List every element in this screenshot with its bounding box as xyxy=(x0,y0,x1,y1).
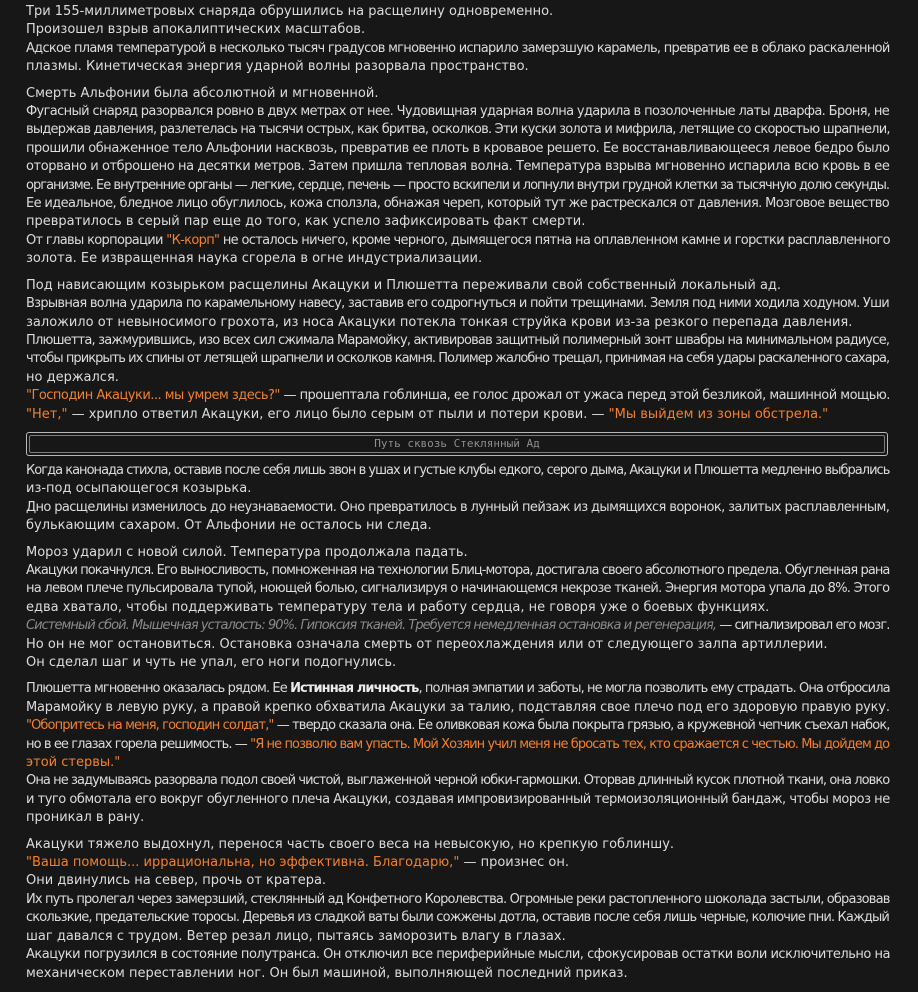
text-segment: — произнес он. xyxy=(459,855,570,871)
chapter-title: Путь сквозь Стеклянный Ад xyxy=(29,435,885,453)
paragraph-frost xyxy=(26,544,892,673)
text-line: выдержав давления, разлетелась на тысячи острых, как бритва, осколков. Эти куски золота и мифрила, летящие со скоростью шрапнели, xyxy=(26,122,890,138)
text-segment: От главы корпорации xyxy=(26,232,167,248)
text-line: из-под осыпающегося козырька. xyxy=(26,481,252,497)
text-line: прошили обнаженное тело Альфонии насквозь, превратив ее плоть в кровавое решето. Ее восстанавливающееся левое бедро было xyxy=(26,140,890,156)
text-line: но держался. xyxy=(26,369,119,385)
dialogue-line xyxy=(26,387,892,405)
text-segment: — сигнализировал его мозг. xyxy=(716,618,890,634)
dialogue-quote: "Обопритесь на меня, господин солдат," xyxy=(26,718,274,734)
text-line: Ее идеальное, бледное лицо обуглилось, кожа сползла, обнажая череп, который тут же растрескался от давления. Мозговое вещество xyxy=(26,196,890,212)
dialogue-line xyxy=(26,736,892,754)
text-segment: , полная эмпатии и заботы, не могла позволить ему страдать. Она отбросила xyxy=(418,681,890,697)
text-line: Мороз ударил с новой силой. Температура продолжала падать. xyxy=(26,544,468,560)
text-line: Три 155-миллиметровых снаряда обрушились на расщелину одновременно. xyxy=(26,4,554,19)
text-line: Марамойку в левую руку, а правой крепко обхватила Акацуки за талию, подставляя свое плечо под его здоровую правую руку. xyxy=(26,699,890,715)
text-line: Их путь пролегал через замерзший, стеклянный ад Конфетного Королевства. Огромные реки растопленного шоколада застыли, образовав xyxy=(26,891,890,907)
text-line: едва хватало, чтобы поддерживать температуру тела и работу сердца, не говоря уже о боевых функциях. xyxy=(26,599,770,615)
text-line: Они двинулись на север, прочь от кратера. xyxy=(26,873,327,889)
paragraph-alfonia-death xyxy=(26,85,892,269)
text-line: оторвано и отброшено на десятки метров. Затем пришла тепловая волна. Температура взрыва мгновенно испарила всю кровь в ее xyxy=(26,159,890,175)
text-line: Фугасный снаряд разорвался ровно в двух метрах от нее. Чудовищная ударная волна ударила в позолоченные латы дварфа. Броня, не xyxy=(26,104,890,120)
text-line: шаг давался с трудом. Ветер резал лицо, пытаясь заморозить влагу в глазах. xyxy=(26,928,566,944)
text-line: Смерть Альфонии была абсолютной и мгновенной. xyxy=(26,85,379,101)
dialogue-line xyxy=(26,854,892,872)
dialogue-quote: этой стервы." xyxy=(26,755,121,771)
text-line: чтобы прикрыть их спины от летящей шрапнели и осколков камня. Полимер жалобно трещал, принимая на себя удары раскаленного сахара, xyxy=(26,351,890,367)
dialogue-quote: "Нет," xyxy=(26,406,68,422)
text-line: механическом переставлении ног. Он был машиной, выполняющей последний приказ. xyxy=(26,965,628,981)
text-line: Адское пламя температурой в несколько тысяч градусов мгновенно испарило замерзшую карамель, превратив ее в облако раскаленной xyxy=(26,40,890,56)
text-line: организме. Ее внутренние органы — легкие, сердце, печень — просто вскипели и лопнули внутри грудной клетки за тысячную долю секунды. xyxy=(26,177,890,193)
dialogue-line xyxy=(26,717,892,735)
text-line: заложило от невыносимого грохота, из носа Акацуки потекла тонкая струйка крови из-за резкого перепада давления. xyxy=(26,314,853,330)
text-segment: — твердо сказала она. Ее оливковая кожа была покрыта грязью, а кружевной чепчик съехал набок, xyxy=(273,718,890,734)
text-segment: но в ее глазах горела решимость. — xyxy=(26,736,251,752)
text-segment: — прошептала гоблинша, ее голос дрожал от ужаса перед этой безликой, машинной мощью. xyxy=(279,388,890,404)
text-line: Под нависающим козырьком расщелины Акацуки и Плюшетта переживали свой собственный локальный ад. xyxy=(26,277,782,293)
paragraph-plushetta xyxy=(26,680,892,827)
text-line: на левом плече пульсировала тупой, ноющей болью, сигнализируя о начинающемся некрозе тканей. Энергия мотора упала до 8%. Этого xyxy=(26,581,890,597)
chapter-divider xyxy=(26,432,888,456)
highlighted-name: "К-корп" xyxy=(166,232,220,248)
text-line: скользкие, предательские торосы. Деревья из сладкой ваты были сожжены дотла, оставив после себя лишь черные, колючие пни. Каждый xyxy=(26,910,890,926)
text-line: проникал в рану. xyxy=(26,810,145,826)
text-segment: — хрипло ответил Акацуки, его лицо было серым от пыли и потери крови. — xyxy=(67,406,609,422)
text-line xyxy=(26,232,892,250)
text-line: Дно расщелины изменилось до неузнаваемости. Оно превратилось в лунный пейзаж из дымящихся воронок, залитых расплавленным, xyxy=(26,499,890,515)
text-line: и туго обмотала его вокруг обугленного плеча Акацуки, создавая импровизированный термоизоляционный бандаж, чтобы мороз не xyxy=(26,791,890,807)
text-line: Но он не мог остановиться. Остановка означала смерть от переохлаждения или от следующего залпа артиллерии. xyxy=(26,636,828,652)
bold-term: Истинная личность xyxy=(290,681,419,697)
text-line: плазмы. Кинетическая энергия ударной волны разорвала пространство. xyxy=(26,59,529,75)
text-line xyxy=(26,680,892,698)
paragraph-shelter xyxy=(26,277,892,424)
dialogue-line xyxy=(26,406,892,424)
dialogue-quote: "Мы выйдем из зоны обстрела." xyxy=(608,406,829,422)
text-line: превратилось в серый пар еще до того, как успело зафиксировать факт смерти. xyxy=(26,214,586,230)
system-message: Системный сбой. Мышечная усталость: 90%. Гипоксия тканей. Требуется немедленная остановка и регенерация, xyxy=(26,618,717,634)
text-line: Он сделал шаг и чуть не упал, его ноги подогнулись. xyxy=(26,655,397,670)
text-line: Акацуки тяжело выдохнул, перенося часть своего веса на невысокую, но крепкую гоблиншу. xyxy=(26,836,675,852)
dialogue-quote: "Господин Акацуки... мы умрем здесь?" xyxy=(26,388,280,404)
text-segment: не осталось ничего, кроме черного, дымящегося пятна на оплавленном камне и горстки расплавленного xyxy=(219,232,890,248)
system-message-line xyxy=(26,617,892,635)
paragraph-aftermath xyxy=(26,462,892,536)
paragraph-journey xyxy=(26,836,892,983)
text-segment: Плюшетта мгновенно оказалась рядом. Ее xyxy=(26,681,291,697)
text-line: булькающим сахаром. От Альфонии не осталось ни следа. xyxy=(26,518,432,534)
text-line: Акацуки покачнулся. Его выносливость, помноженная на технологии Блиц-мотора, достигала своего абсолютного предела. Обугленная рана xyxy=(26,562,890,578)
paragraph-explosion xyxy=(26,3,892,77)
dialogue-quote: "Ваша помощь... иррациональна, но эффективна. Благодарю," xyxy=(26,855,460,871)
text-line: Акацуки погрузился в состояние полутранса. Он отключил все периферийные мысли, сфокусировав остатки воли исключительно на xyxy=(26,947,891,963)
text-line: Взрывная волна ударила по карамельному навесу, заставив его содрогнуться и пойти трещинами. Земля под ними ходила ходуном. Уши xyxy=(26,296,889,312)
text-line: Плюшетта, зажмурившись, изо всех сил сжимала Марамойку, активировав защитный полимерный зонт швабры на минимальном радиусе, xyxy=(26,332,890,348)
text-line: Она не задумываясь разорвала подол своей чистой, выглаженной черной юбки-гармошки. Оторвав длинный кусок плотной ткани, она ловко xyxy=(26,773,890,789)
text-line: Когда канонада стихла, оставив после себя лишь звон в ушах и густые клубы едкого, серого дыма, Акацуки и Плюшетта медленно выбрались xyxy=(26,462,890,478)
text-line: Произошел взрыв апокалиптических масштабов. xyxy=(26,22,366,38)
text-line: золота. Ее извращенная наука сгорела в огне индустриализации. xyxy=(26,251,483,267)
dialogue-quote: "Я не позволю вам упасть. Мой Хозяин учил меня не бросать тех, кто сражается с честью. Мы дойдем до xyxy=(250,736,890,752)
